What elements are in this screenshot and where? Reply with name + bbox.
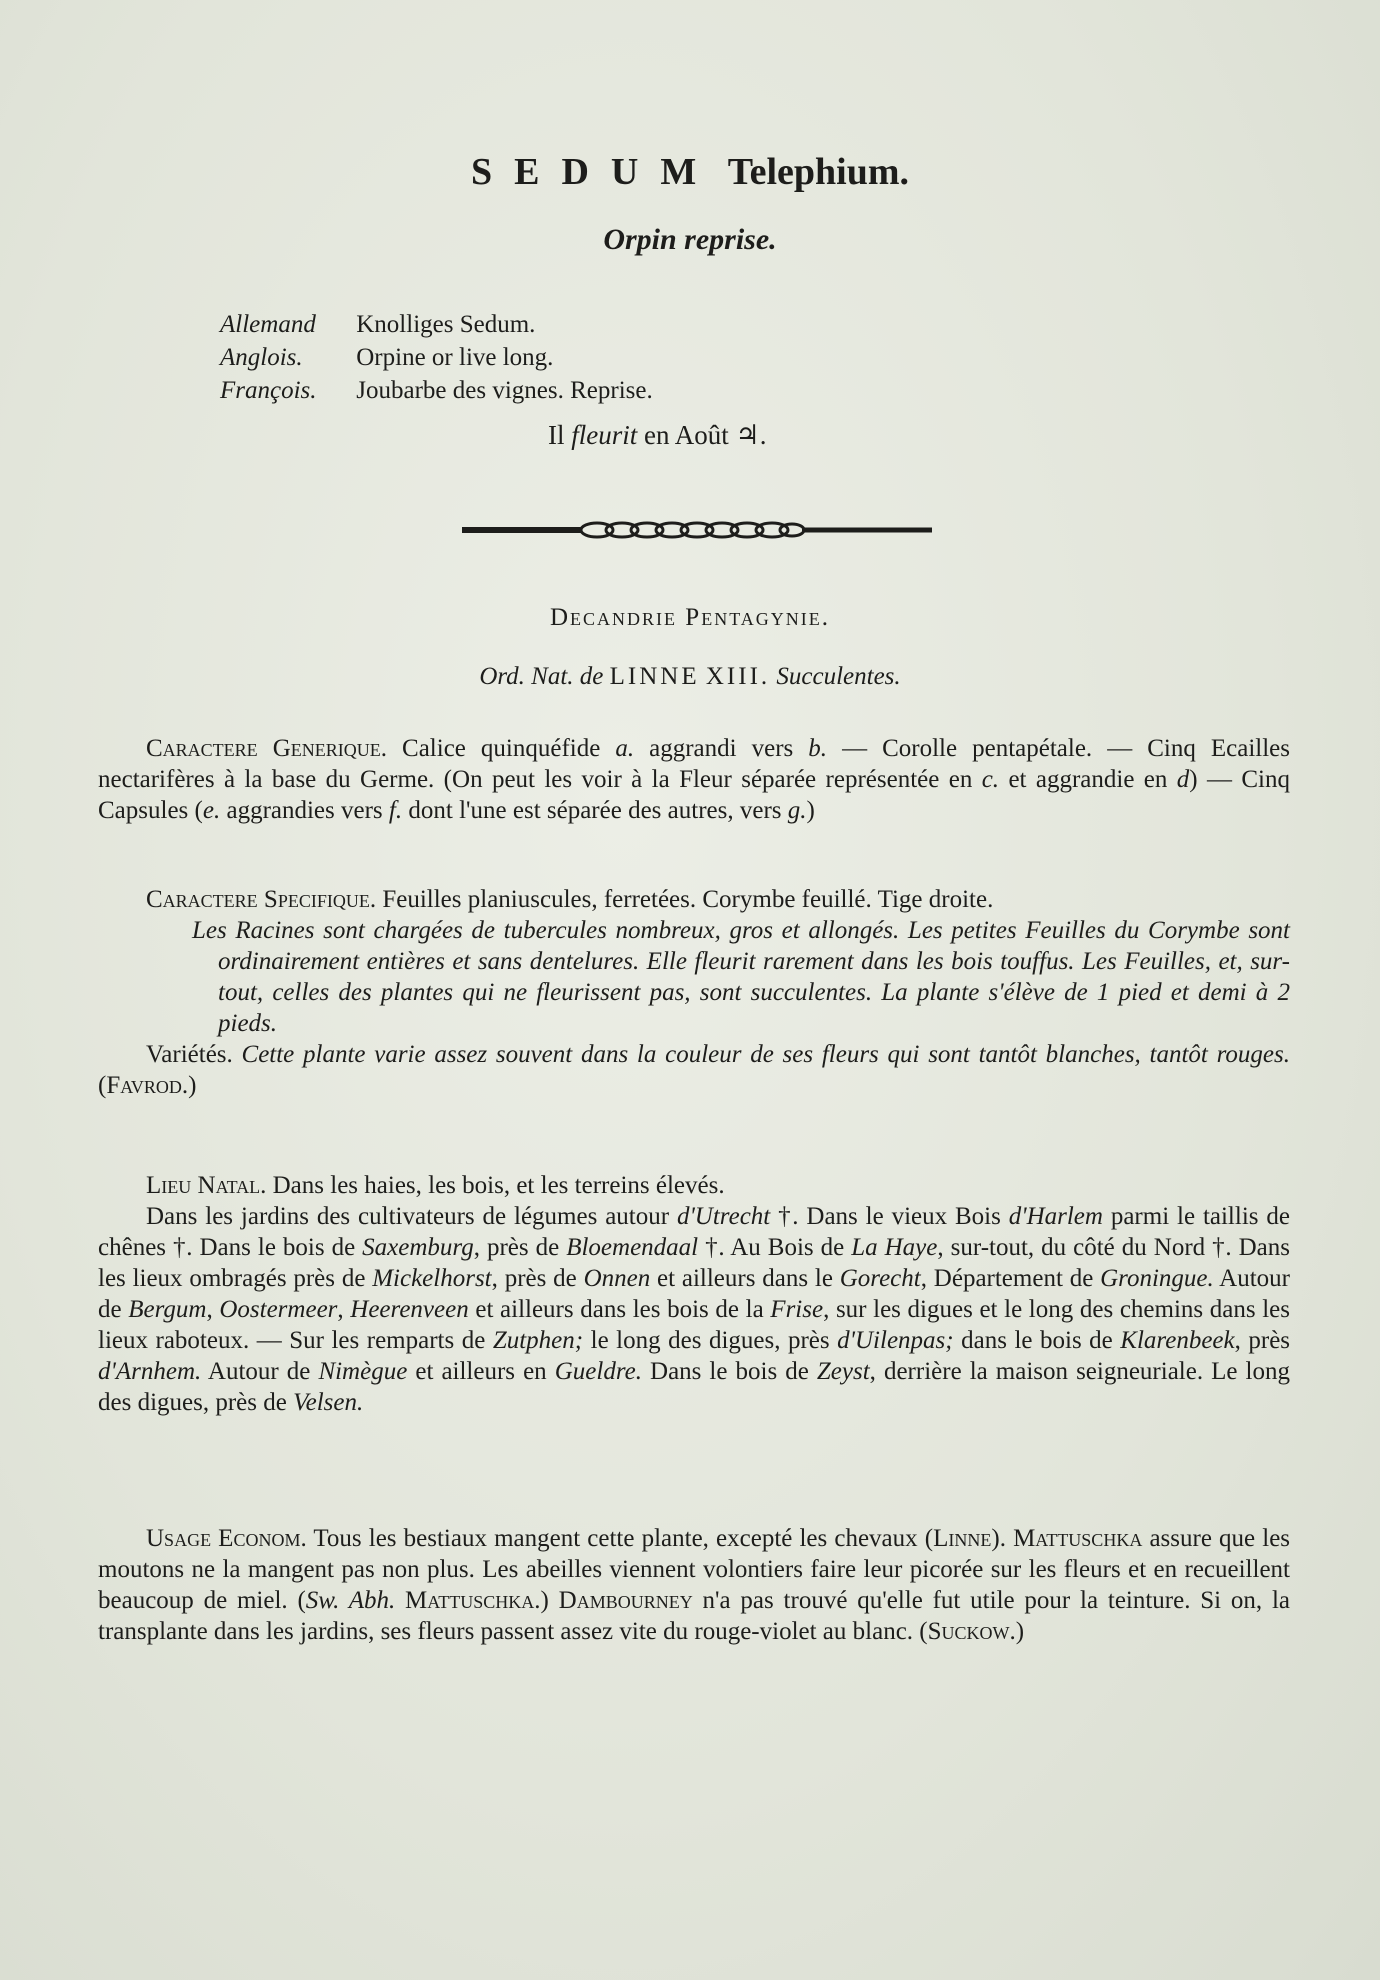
figure-ref: c. bbox=[981, 766, 1000, 793]
place-name: Gueldre. bbox=[554, 1358, 642, 1385]
specific-description: Les Racines sont chargées de tubercules nombreux, gros et allongés. Les petites Feuilles du Corymbe sont ordinairement entières et sans dentelures. Elle fleurit rarement dans les bois touffus. Les Feuilles, et, sur-tout, celles des plantes qui ne fleurissent pas, sont succulentes. La plante s'élève de 1 pied et demi à 2 pieds. bbox=[192, 917, 1290, 1037]
text-run: †. Dans le vieux Bois bbox=[770, 1203, 1009, 1230]
language-label: François. bbox=[220, 377, 317, 404]
language-label: Anglois. bbox=[220, 344, 303, 371]
place-name: d'Uilenpas; bbox=[837, 1327, 954, 1354]
text-run: aggrandi vers bbox=[634, 735, 809, 762]
place-name: d'Harlem bbox=[1008, 1203, 1103, 1230]
vernacular-name: Knolliges Sedum. bbox=[356, 311, 536, 338]
place-name: Heerenveen bbox=[350, 1296, 469, 1323]
text-run: Dans les jardins des cultivateurs de légumes autour bbox=[146, 1203, 677, 1230]
text-run: Feuilles planiuscules, ferretées. Corymbe feuillé. Tige droite. bbox=[376, 886, 994, 913]
text-run: et ailleurs dans les bois de la bbox=[468, 1296, 771, 1323]
text-run: assure que les moutons ne la mangent pas non plus. Les abeilles viennent volontiers faire leur picorée sur les fleurs et en recueillent beaucoup de miel. ( bbox=[98, 1525, 1291, 1614]
citation: (Favrod.) bbox=[98, 1072, 197, 1099]
text-run bbox=[395, 1587, 405, 1614]
place-name: Frise bbox=[770, 1296, 824, 1323]
place-name: Nimègue bbox=[318, 1358, 408, 1385]
figure-ref: d bbox=[1176, 766, 1190, 793]
flowering-line bbox=[548, 420, 766, 451]
common-name: Orpin reprise. bbox=[603, 223, 777, 256]
text-run: , près de bbox=[473, 1234, 567, 1261]
text-run: ) — Cinq Capsules ( bbox=[98, 766, 1290, 824]
place-name: Zutphen; bbox=[492, 1327, 584, 1354]
section-heading: Caractere Specifique. bbox=[146, 886, 377, 913]
text-run: Calice quinquéfide bbox=[387, 735, 616, 762]
specific-character bbox=[98, 884, 1290, 1101]
figure-ref: b. bbox=[808, 735, 828, 762]
generic-character bbox=[98, 733, 1290, 826]
figure-ref: g. bbox=[787, 797, 807, 824]
varieties-label: Variétés. bbox=[146, 1041, 233, 1068]
author-name: Suckow. bbox=[927, 1618, 1016, 1645]
vernacular-name: Joubarbe des vignes. Reprise. bbox=[356, 377, 653, 404]
text-run: , bbox=[337, 1296, 351, 1323]
vernacular-row bbox=[220, 374, 653, 407]
text-run: et aggrandie en bbox=[999, 766, 1177, 793]
order-author: LINNE bbox=[609, 663, 700, 690]
text-run: Autour de bbox=[201, 1358, 319, 1385]
place-name: d'Utrecht bbox=[676, 1203, 771, 1230]
natural-order bbox=[0, 663, 1380, 691]
text-run: , Département de bbox=[920, 1265, 1101, 1292]
page-title bbox=[0, 150, 1380, 194]
place-name: La Haye bbox=[851, 1234, 938, 1261]
habitat-intro bbox=[98, 1170, 1290, 1201]
figure-ref: a. bbox=[615, 735, 635, 762]
text-run: , près bbox=[1234, 1327, 1291, 1354]
text-run: n'a pas trouvé qu'elle fut utile pour la teinture. Si on, la transplante dans les jardins, ses fleurs passent assez vite du rouge-violet au blanc. ( bbox=[98, 1587, 1291, 1645]
vernacular-names bbox=[220, 308, 653, 407]
text-run: ). bbox=[991, 1525, 1014, 1552]
language-label: Allemand bbox=[220, 311, 316, 338]
place-name: Velsen. bbox=[293, 1389, 364, 1416]
habitat bbox=[98, 1170, 1290, 1418]
text-run: ) bbox=[1015, 1618, 1025, 1645]
figure-ref: f. bbox=[388, 797, 403, 824]
text-run: et ailleurs dans le bbox=[650, 1265, 840, 1292]
place-name: Bergum bbox=[128, 1296, 207, 1323]
vernacular-row bbox=[220, 341, 653, 374]
author-name: Mattuschka. bbox=[405, 1587, 541, 1614]
text-run: Tous les bestiaux mangent cette plante, excepté les chevaux ( bbox=[306, 1525, 934, 1552]
text-run: , bbox=[206, 1296, 220, 1323]
text-run: le long des digues, près bbox=[583, 1327, 838, 1354]
flowering-verb: fleurit bbox=[571, 420, 638, 450]
text-run: Autour de bbox=[98, 1265, 1290, 1323]
text-run: , sur-tout, du côté du Nord †. Dans les lieux ombragés près de bbox=[98, 1234, 1291, 1292]
varieties bbox=[98, 1039, 1290, 1101]
text-run: dont l'une est séparée des autres, vers bbox=[402, 797, 788, 824]
section-heading: Caractere Generique. bbox=[146, 735, 387, 762]
genus-name: SEDUM bbox=[471, 151, 719, 193]
place-name: Zeyst bbox=[816, 1358, 870, 1385]
author-name: Mattuschka bbox=[1013, 1525, 1143, 1552]
varieties-text: Cette plante varie assez souvent dans la couleur de ses fleurs qui sont tantôt blanches, tantôt rouges. bbox=[232, 1041, 1290, 1068]
text-run: ) bbox=[806, 797, 815, 824]
order-family: Succulentes. bbox=[776, 663, 901, 690]
reference: Sw. Abh. bbox=[305, 1587, 396, 1614]
place-name: Klarenbeek bbox=[1120, 1327, 1235, 1354]
linnaean-class: Decandrie Pentagynie. bbox=[550, 604, 830, 631]
species-name: Telephium. bbox=[727, 151, 909, 193]
place-name: Groningue. bbox=[1100, 1265, 1214, 1292]
flowering-pre: Il bbox=[548, 420, 565, 450]
author-name: Linne bbox=[933, 1525, 992, 1552]
figure-ref: e. bbox=[202, 797, 221, 824]
text-run: , sur les digues et le long des chemins dans les lieux raboteux. — Sur les remparts de bbox=[98, 1296, 1290, 1354]
vernacular-name: Orpine or live long. bbox=[356, 344, 554, 371]
place-name: Bloemendaal bbox=[566, 1234, 699, 1261]
ornamental-rule-icon bbox=[462, 515, 932, 545]
text-run: — Corolle pentapétale. — Cinq Ecailles nectarifères à la base du Germe. (On peut les voir à la Fleur séparée représentée en bbox=[98, 735, 1291, 793]
place-name: Saxemburg bbox=[362, 1234, 474, 1261]
vernacular-row bbox=[220, 308, 653, 341]
author-name: Dambourney bbox=[558, 1587, 693, 1614]
text-run: †. Au Bois de bbox=[698, 1234, 852, 1261]
place-name: Gorecht bbox=[839, 1265, 921, 1292]
habitat-localities bbox=[98, 1201, 1290, 1418]
place-name: Mickelhorst bbox=[372, 1265, 492, 1292]
text-run: Dans le bois de bbox=[641, 1358, 817, 1385]
place-name: d'Arnhem. bbox=[98, 1358, 202, 1385]
text-run: et ailleurs en bbox=[407, 1358, 555, 1385]
place-name: Oostermeer bbox=[219, 1296, 338, 1323]
specific-intro bbox=[98, 884, 1290, 915]
order-prefix: Ord. Nat. de bbox=[479, 663, 604, 690]
place-name: Onnen bbox=[583, 1265, 651, 1292]
text-run: parmi le taillis de chênes †. Dans le bois de bbox=[98, 1203, 1290, 1261]
section-heading: Usage Econom. bbox=[146, 1525, 307, 1552]
section-heading: Lieu Natal. bbox=[146, 1172, 267, 1199]
economic-use bbox=[98, 1523, 1290, 1647]
jupiter-sign: ♃. bbox=[735, 420, 767, 450]
order-number: XIII. bbox=[705, 663, 771, 690]
flowering-month: en Août bbox=[644, 420, 729, 450]
text-run: ) bbox=[540, 1587, 559, 1614]
text-run: Dans les haies, les bois, et les terreins élevés. bbox=[266, 1172, 725, 1199]
text-run: aggrandies vers bbox=[220, 797, 389, 824]
text-run: , derrière la maison seigneuriale. Le long des digues, près de bbox=[98, 1358, 1290, 1416]
text-run: dans le bois de bbox=[953, 1327, 1121, 1354]
text-run: , près de bbox=[491, 1265, 584, 1292]
